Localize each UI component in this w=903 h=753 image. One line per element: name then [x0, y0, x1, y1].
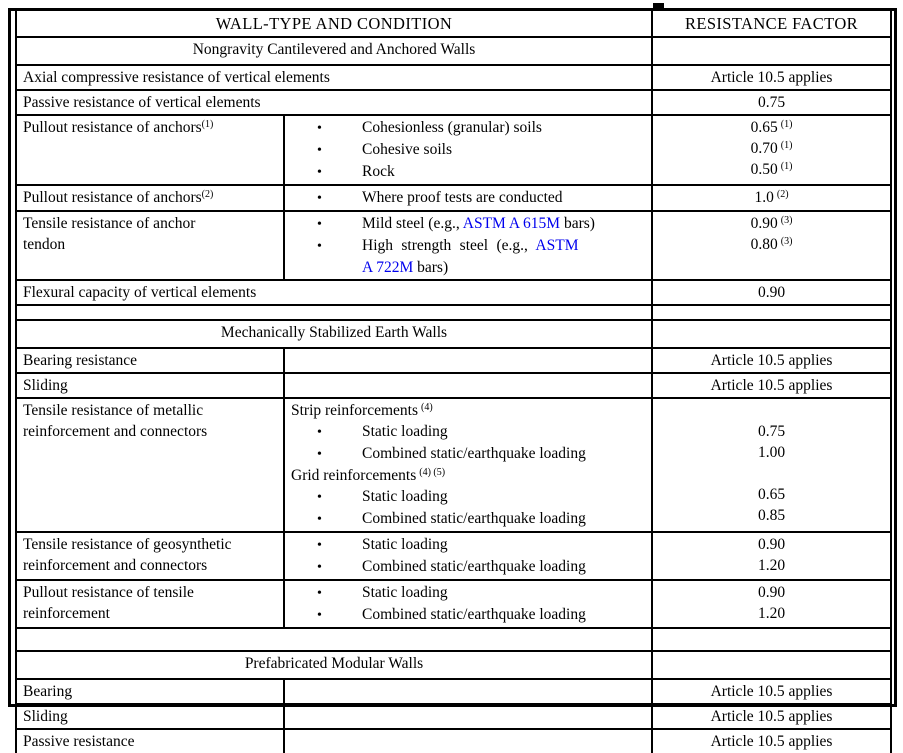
row-tensile-anchor-tendon: [16, 211, 891, 280]
cell-factor: [652, 115, 891, 185]
cell-factor: [652, 532, 891, 580]
cell-condition: Passive resistance of vertical elements: [16, 90, 652, 115]
cell-subcondition: [284, 348, 652, 373]
cell-factor: Article 10.5 applies: [652, 373, 891, 398]
row-tensile-metallic: [16, 398, 891, 532]
cell-factor: [652, 211, 891, 280]
cell-subcondition: [284, 398, 652, 532]
astm-a722m-link[interactable]: ASTM: [535, 237, 579, 254]
cell-condition: Axial compressive resistance of vertical elements: [16, 65, 652, 90]
cell-factor-empty: [652, 37, 891, 65]
list-item: [291, 604, 645, 626]
list-item-label: Rock: [362, 163, 395, 180]
row-pullout-anchors-1: [16, 115, 891, 185]
condition-label: Tensile resistance of anchor tendon: [23, 215, 196, 253]
cell-subcondition: [284, 679, 652, 704]
bullet-icon: •: [317, 143, 322, 158]
table-header-row: [16, 11, 891, 37]
factor-value: 0.90: [757, 536, 786, 553]
factor-value: 0.65 $^{(1)}$: [750, 119, 793, 136]
list-item-label: Combined static/earthquake loading: [362, 606, 586, 623]
list-item-label: Mild steel (e.g., ASTM A 615M bars): [362, 215, 595, 232]
bullet-icon: •: [317, 217, 322, 232]
cell-condition: Sliding: [16, 704, 284, 729]
row-passive-vertical: [16, 90, 891, 115]
factor-blank-line: [659, 400, 884, 421]
row-pullout-anchors-2: [16, 185, 891, 211]
factor-value: 1.0 $^{(2)}$: [754, 189, 789, 206]
cell-subcondition: [284, 532, 652, 580]
cell-condition: Flexural capacity of vertical elements: [16, 280, 652, 305]
list-item-label: Static loading: [362, 423, 448, 440]
cell-condition: Bearing resistance: [16, 348, 284, 373]
cell-subcondition: [284, 211, 652, 280]
list-item: [291, 486, 645, 508]
factor-value: 0.50 $^{(1)}$: [750, 161, 793, 178]
row-tensile-geosynthetic: [16, 532, 891, 580]
spacer-row: [16, 628, 891, 651]
list-item-label: Cohesionless (granular) soils: [362, 119, 542, 136]
cell-subcondition: [284, 373, 652, 398]
section-title: Prefabricated Modular Walls: [16, 651, 652, 679]
astm-a615m-link[interactable]: ASTM A 615M: [462, 215, 561, 232]
table-frame: [8, 8, 897, 750]
bullet-icon: •: [317, 586, 322, 601]
cell-condition: [16, 115, 284, 185]
row-flexural-capacity: [16, 280, 891, 305]
list-item: [291, 508, 645, 530]
factor-value: 0.65: [757, 486, 786, 503]
scan-artifact-mark: [653, 3, 664, 11]
cell-factor: [652, 185, 891, 211]
list-item: [291, 582, 645, 604]
condition-label: Pullout resistance of anchors: [23, 189, 202, 206]
footnote-ref: (4) (5): [419, 467, 446, 478]
cell-empty: [16, 628, 652, 651]
bullet-icon: •: [317, 608, 322, 623]
list-item: [291, 235, 645, 257]
bullet-icon: •: [317, 560, 322, 575]
cell-subcondition: [284, 729, 652, 753]
row-passive-prefab: [16, 729, 891, 753]
list-item-label: Static loading: [362, 536, 448, 553]
list-item: [291, 139, 645, 161]
bullet-icon: •: [317, 239, 322, 254]
list-item-label: High strength steel (e.g., ASTM: [362, 237, 579, 254]
footnote-ref: (3): [780, 215, 793, 226]
factor-value: 0.85: [757, 507, 786, 524]
cell-condition: Sliding: [16, 373, 284, 398]
factor-value: 0.80 $^{(3)}$: [750, 236, 793, 253]
cell-condition: Passive resistance: [16, 729, 284, 753]
column-header-factor: RESISTANCE FACTOR: [652, 11, 891, 37]
list-item-label: Where proof tests are conducted: [362, 189, 563, 206]
footnote-ref: (1): [780, 161, 793, 172]
factor-value: 0.70 $^{(1)}$: [750, 140, 793, 157]
condition-label: Pullout resistance of anchors: [23, 119, 202, 136]
cell-subcondition: [284, 115, 652, 185]
section-title: Mechanically Stabilized Earth Walls: [16, 320, 652, 348]
footnote-ref: (1): [201, 119, 214, 130]
section-header-prefabricated: [16, 651, 891, 679]
row-pullout-tensile: [16, 580, 891, 628]
row-sliding-mse: [16, 373, 891, 398]
cell-factor: Article 10.5 applies: [652, 729, 891, 753]
cell-factor: Article 10.5 applies: [652, 679, 891, 704]
cell-subcondition: [284, 580, 652, 628]
spacer-row: [16, 305, 891, 320]
bullet-icon: •: [317, 512, 322, 527]
factor-value: 1.20: [757, 605, 786, 622]
cell-empty: [652, 305, 891, 320]
cell-factor: Article 10.5 applies: [652, 65, 891, 90]
footnote-ref: (2): [776, 189, 789, 200]
cell-factor: 0.90: [652, 280, 891, 305]
cell-condition: Pullout resistance of tensile reinforcement: [16, 580, 284, 628]
bullet-icon: •: [317, 425, 322, 440]
cell-factor: Article 10.5 applies: [652, 704, 891, 729]
cell-condition: [16, 211, 284, 280]
list-item: [291, 161, 645, 183]
bullet-icon: •: [317, 121, 322, 136]
row-axial-compressive: [16, 65, 891, 90]
list-item: [291, 117, 645, 139]
row-sliding-prefab: [16, 704, 891, 729]
footnote-ref: (1): [780, 140, 793, 151]
cell-empty: [16, 305, 652, 320]
section-header-nongravity: [16, 37, 891, 65]
astm-a722m-link[interactable]: A 722M: [362, 259, 414, 276]
factor-value: 0.75: [757, 423, 786, 440]
list-item: [291, 187, 645, 209]
cell-condition: Tensile resistance of geosynthetic reinforcement and connectors: [16, 532, 284, 580]
factor-value: 0.90 $^{(3)}$: [750, 215, 793, 232]
footnote-ref: (2): [201, 189, 214, 200]
list-item: [291, 213, 645, 235]
cell-empty: [652, 628, 891, 651]
section-header-mse: [16, 320, 891, 348]
list-item: [291, 443, 645, 465]
factor-blank-line: [659, 463, 884, 484]
row-bearing-resistance: [16, 348, 891, 373]
footnote-ref: (4): [420, 402, 433, 413]
subgroup-heading: Strip reinforcements $^{(4)}$: [291, 402, 433, 419]
list-item-continuation: A 722M bars): [362, 259, 449, 276]
list-item: [291, 421, 645, 443]
cell-factor-empty: [652, 651, 891, 679]
subgroup-heading: Grid reinforcements $^{(4) (5)}$: [291, 467, 446, 484]
list-item-label: Cohesive soils: [362, 141, 452, 158]
footnote-ref: (3): [780, 236, 793, 247]
cell-factor: Article 10.5 applies: [652, 348, 891, 373]
cell-factor: [652, 398, 891, 532]
section-title: Nongravity Cantilevered and Anchored Walls: [16, 37, 652, 65]
list-item-label: Combined static/earthquake loading: [362, 558, 586, 575]
bullet-icon: •: [317, 447, 322, 462]
list-item: [291, 556, 645, 578]
list-item-label: Combined static/earthquake loading: [362, 445, 586, 462]
cell-condition: Bearing: [16, 679, 284, 704]
column-header-condition: WALL-TYPE AND CONDITION: [16, 11, 652, 37]
resistance-factor-table: [15, 11, 892, 753]
list-item: [291, 534, 645, 556]
list-item-label: Combined static/earthquake loading: [362, 510, 586, 527]
cell-subcondition: [284, 185, 652, 211]
row-bearing-prefab: [16, 679, 891, 704]
list-item-label: Static loading: [362, 488, 448, 505]
factor-value: 1.00: [757, 444, 786, 461]
cell-factor: [652, 580, 891, 628]
footnote-ref: (1): [780, 119, 793, 130]
bullet-icon: •: [317, 490, 322, 505]
bullet-icon: •: [317, 538, 322, 553]
cell-condition: [16, 185, 284, 211]
cell-subcondition: [284, 704, 652, 729]
cell-factor: 0.75: [652, 90, 891, 115]
cell-condition: Tensile resistance of metallic reinforcement and connectors: [16, 398, 284, 532]
bullet-icon: •: [317, 191, 322, 206]
list-item-label: Static loading: [362, 584, 448, 601]
factor-value: 1.20: [757, 557, 786, 574]
cell-factor-empty: [652, 320, 891, 348]
factor-value: 0.90: [757, 584, 786, 601]
bullet-icon: •: [317, 165, 322, 180]
